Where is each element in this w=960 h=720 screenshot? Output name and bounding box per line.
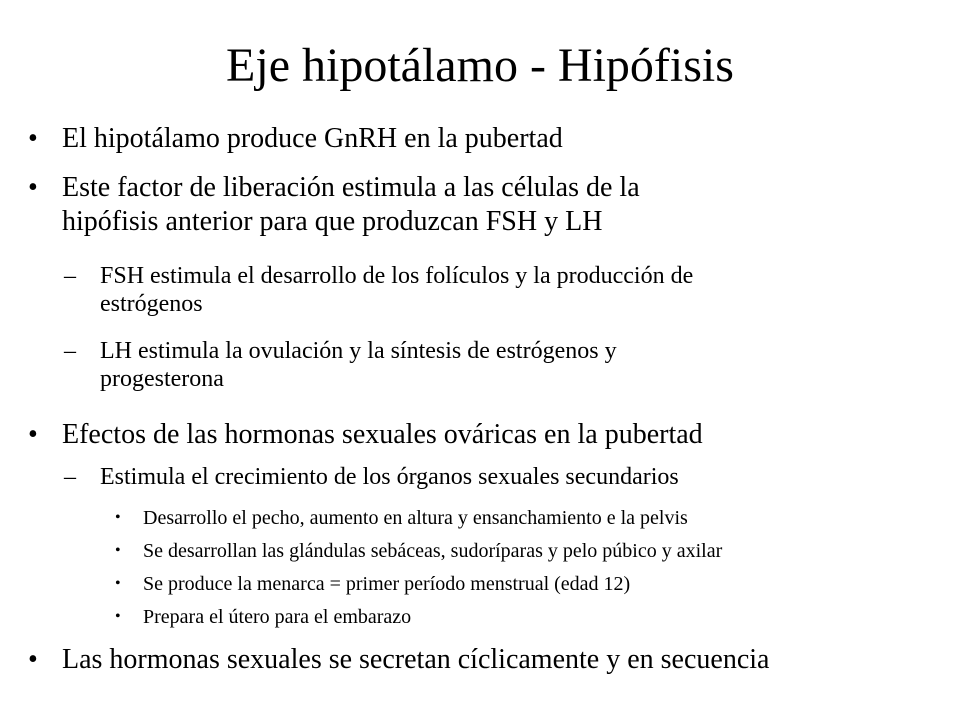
bullet-item — [28, 643, 770, 677]
sub-bullet-item — [64, 463, 679, 491]
bullet-marker: • — [115, 542, 121, 559]
sub-sub-bullet-text: Prepara el útero para el embarazo — [143, 606, 412, 628]
bullet-marker: • — [115, 509, 121, 526]
bullet-item — [28, 171, 640, 239]
bullet-text: El hipotálamo produce GnRH en la pubertad — [62, 123, 563, 154]
dash-marker: – — [64, 263, 76, 289]
sub-bullet-text: progesterona — [100, 366, 224, 392]
bullet-text: Este factor de liberación estimula a las células de la — [62, 172, 640, 203]
bullet-text: Las hormonas sexuales se secretan cíclicamente y en secuencia — [62, 644, 770, 675]
slide-title: Eje hipotálamo - Hipófisis — [226, 39, 734, 92]
sub-bullet-text: estrógenos — [100, 291, 203, 317]
sub-sub-bullet-text: Desarrollo el pecho, aumento en altura y ensanchamiento e la pelvis — [143, 507, 688, 529]
bullet-text: hipófisis anterior para que produzcan FSH y LH — [62, 206, 603, 237]
bullet-item — [28, 122, 563, 156]
sub-sub-bullet-text: Se produce la menarca = primer período menstrual (edad 12) — [143, 573, 631, 595]
sub-sub-bullet-item — [115, 572, 631, 596]
bullet-marker: • — [28, 123, 38, 154]
bullet-marker: • — [28, 172, 38, 203]
sub-bullet-text: LH estimula la ovulación y la síntesis de estrógenos y — [100, 338, 617, 364]
dash-marker: – — [64, 338, 76, 364]
dash-marker: – — [64, 464, 76, 490]
sub-sub-bullet-item — [115, 605, 412, 629]
sub-sub-bullet-item — [115, 506, 688, 530]
bullet-marker: • — [115, 575, 121, 592]
sub-bullet-text: FSH estimula el desarrollo de los folículos y la producción de — [100, 263, 694, 289]
sub-bullet-text: Estimula el crecimiento de los órganos sexuales secundarios — [100, 464, 679, 490]
sub-bullet-item — [64, 337, 617, 393]
sub-sub-bullet-text: Se desarrollan las glándulas sebáceas, sudoríparas y pelo púbico y axilar — [143, 540, 723, 562]
bullet-marker: • — [28, 644, 38, 675]
sub-sub-bullet-item — [115, 539, 723, 563]
bullet-text: Efectos de las hormonas sexuales ováricas en la pubertad — [62, 419, 703, 450]
sub-bullet-item — [64, 262, 694, 318]
bullet-item — [28, 418, 703, 452]
bullet-marker: • — [115, 608, 121, 625]
bullet-marker: • — [28, 419, 38, 450]
